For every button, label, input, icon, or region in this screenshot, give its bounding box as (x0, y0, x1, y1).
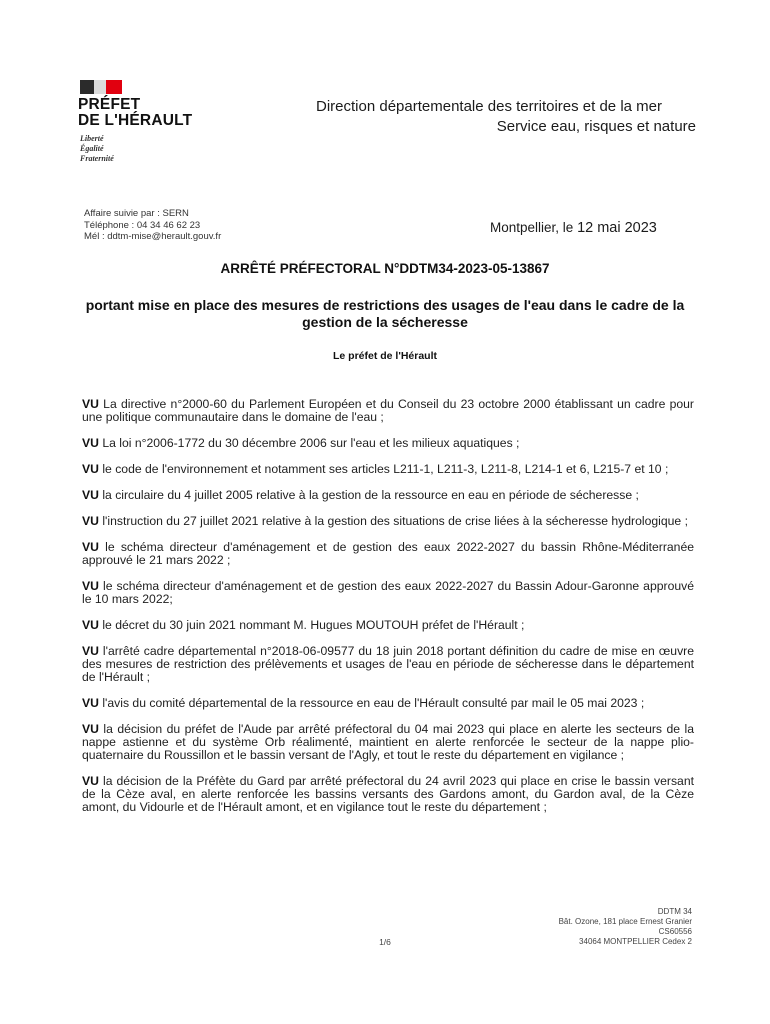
visa-paragraph (82, 775, 694, 814)
visa-keyword: VU (82, 722, 99, 736)
footer-street: Bât. Ozone, 181 place Ernest Granier (558, 917, 692, 926)
visa-text: l'avis du comité départemental de la ressource en eau de l'Hérault consulté par mail le 05 mai 2023 ; (102, 696, 645, 710)
visa-keyword: VU (82, 462, 99, 476)
logo-motto: Liberté Égalité Fraternité (80, 134, 114, 163)
place-date (490, 220, 657, 236)
visa-paragraph (82, 437, 694, 450)
visa-keyword: VU (82, 774, 99, 788)
visa-keyword: VU (82, 644, 99, 658)
visa-text: La directive n°2000-60 du Parlement Européen et du Conseil du 23 octobre 2000 établissant un cadre pour une politique communautaire dans le domaine de l'eau ; (82, 397, 694, 424)
visa-keyword: VU (82, 436, 99, 450)
flag-white-stripe (94, 80, 106, 94)
visa-text: le schéma directeur d'aménagement et de gestion des eaux 2022-2027 du bassin Rhône-Méditerranée approuvé le 21 mars 2022 ; (82, 540, 694, 567)
visa-keyword: VU (82, 514, 99, 528)
visa-paragraph (82, 398, 694, 424)
marianne-logo (80, 80, 122, 94)
visa-keyword: VU (82, 696, 99, 710)
footer-cs: CS60556 (658, 927, 692, 936)
flag-blue-stripe (80, 80, 94, 94)
document-title: ARRÊTÉ PRÉFECTORAL N°DDTM34-2023-05-13867 (220, 261, 550, 276)
visa-keyword: VU (82, 579, 99, 593)
footer-city: 34064 MONTPELLIER Cedex 2 (579, 937, 692, 946)
visa-keyword: VU (82, 488, 99, 502)
visa-text: le schéma directeur d'aménagement et de gestion des eaux 2022-2027 du Bassin Adour-Garonne approuvé le 10 mars 2022; (82, 579, 694, 606)
contact-phone: Téléphone : 04 34 46 62 23 (84, 219, 201, 231)
date: 12 mai 2023 (577, 220, 657, 236)
authority-line: Le préfet de l'Hérault (332, 350, 438, 362)
visa-text: le code de l'environnement et notamment ses articles L211-1, L211-3, L211-8, L214-1 et 6, L215-7 et 10 ; (102, 462, 669, 476)
visa-paragraph (82, 580, 694, 606)
direction-title: Direction départementale des territoires et de la mer (316, 98, 662, 115)
visa-paragraph (82, 645, 694, 684)
contact-followed-by: Affaire suivie par : SERN (84, 208, 189, 219)
visas-list (82, 398, 694, 827)
visa-paragraph (82, 463, 694, 476)
visa-paragraph (82, 723, 694, 762)
contact-block (84, 208, 221, 243)
visa-paragraph (82, 515, 694, 528)
visa-text: la décision du préfet de l'Aude par arrêté préfectoral du 04 mai 2023 qui place en alerte les secteurs de la nappe astienne et du système Orb réalimenté, maintient en alerte renforcée le secteur de la nappe plio-quaternaire du Roussillon et le bassin versant de l'Agly, et tout le reste du département en vigilance ; (82, 722, 695, 762)
page-number: 1/6 (379, 937, 391, 947)
visa-text: La loi n°2006-1772 du 30 décembre 2006 sur l'eau et les milieux aquatiques ; (102, 436, 520, 450)
visa-text: l'instruction du 27 juillet 2021 relative à la gestion des situations de crise liées à la sécheresse hydrologique ; (102, 514, 688, 528)
place: Montpellier, le (490, 220, 574, 235)
visa-paragraph (82, 541, 694, 567)
flag-red-stripe (106, 80, 122, 94)
visa-text: la circulaire du 4 juillet 2005 relative à la gestion de la ressource en eau en période de sécheresse ; (102, 488, 639, 502)
service-title: Service eau, risques et nature (496, 118, 696, 135)
footer-org: DDTM 34 (657, 907, 692, 916)
visa-text: la décision de la Préfète du Gard par arrêté préfectoral du 24 avril 2023 qui place en crise le bassin versant de la Cèze aval, en alerte renforcée les bassins versants des Gardons amont, du Gardon aval, de la Cèze amont, du Vidourle et de l'Hérault amont, et en vigilance tout le reste du département ; (82, 774, 694, 814)
document-subtitle: portant mise en place des mesures de restrictions des usages de l'eau dans le cadre de la gestion de la sécheresse (85, 297, 685, 330)
visa-text: le décret du 30 juin 2021 nommant M. Hugues MOUTOUH préfet de l'Hérault ; (102, 618, 525, 632)
visa-paragraph (82, 619, 694, 632)
visa-text: l'arrêté cadre départemental n°2018-06-09577 du 18 juin 2018 portant définition du cadre de mise en œuvre des mesures de restriction des prélèvements et usages de l'eau en période de sécheresse dans le département de l'Hérault ; (82, 644, 694, 684)
visa-keyword: VU (82, 397, 99, 411)
visa-paragraph (82, 697, 694, 710)
logo-name: PRÉFET DE L'HÉRAULT (78, 96, 193, 129)
visa-keyword: VU (82, 540, 99, 554)
contact-email: Mél : ddtm-mise@herault.gouv.fr (84, 231, 222, 242)
visa-paragraph (82, 489, 694, 502)
visa-keyword: VU (82, 618, 99, 632)
